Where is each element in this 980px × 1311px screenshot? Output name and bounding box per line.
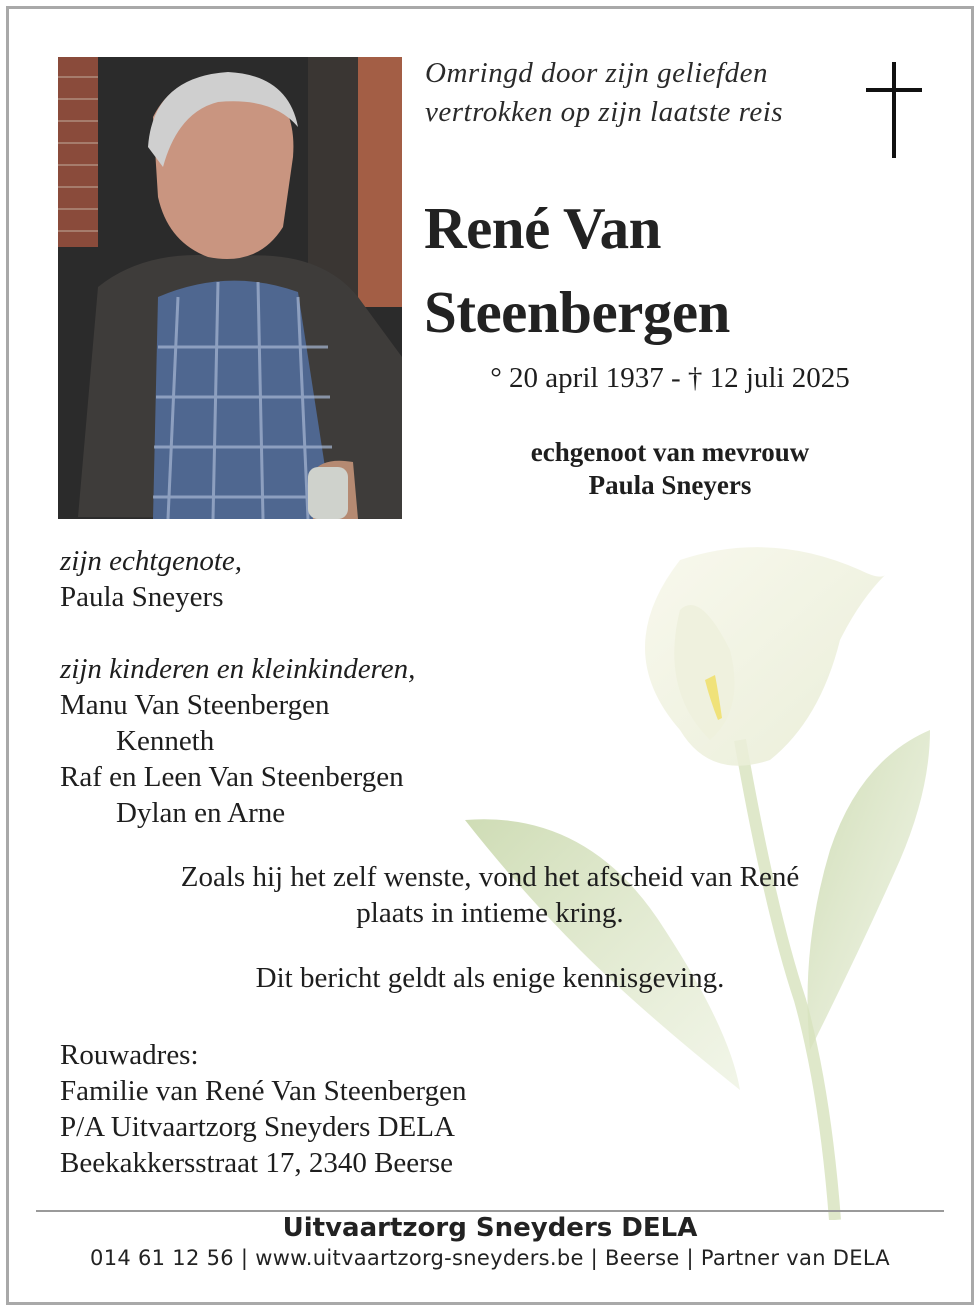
spouse-line-2: Paula Sneyers xyxy=(588,470,752,500)
portrait-photo xyxy=(58,57,402,519)
life-dates: ° 20 april 1937 - † 12 juli 2025 xyxy=(490,362,850,394)
name-line-2: Steenbergen xyxy=(424,279,730,345)
deceased-name xyxy=(424,186,730,354)
cross-icon xyxy=(864,62,924,158)
farewell-message xyxy=(0,859,980,931)
address-heading: Rouwadres: xyxy=(60,1039,199,1071)
spouse-heading: zijn echtgenote, xyxy=(60,545,243,577)
mourning-address xyxy=(60,1037,466,1181)
footer-title: Uitvaartzorg Sneyders DELA xyxy=(282,1213,698,1243)
motto-line-1: Omringd door zijn geliefden xyxy=(425,57,768,89)
motto-line-2: vertrokken op zijn laatste reis xyxy=(425,96,784,128)
spouse-mention xyxy=(460,436,880,502)
message-line-1: Zoals hij het zelf wenste, vond het afscheid van René xyxy=(180,861,800,893)
children-heading: zijn kinderen en kleinkinderen, xyxy=(60,653,416,685)
footer-divider xyxy=(36,1210,944,1212)
address-line-3: Beekakkersstraat 17, 2340 Beerse xyxy=(60,1147,453,1179)
family-member: Kenneth xyxy=(116,725,215,757)
family-member: Raf en Leen Van Steenbergen xyxy=(60,761,404,793)
family-member: Dylan en Arne xyxy=(116,797,286,829)
spouse-name: Paula Sneyers xyxy=(60,581,224,613)
footer-contact: 014 61 12 56 | www.uitvaartzorg-sneyders.be | Beerse | Partner van DELA xyxy=(90,1246,890,1270)
family-list xyxy=(60,543,415,831)
name-line-1: René Van xyxy=(424,195,661,261)
family-member: Manu Van Steenbergen xyxy=(60,689,330,721)
address-line-2: P/A Uitvaartzorg Sneyders DELA xyxy=(60,1111,455,1143)
motto xyxy=(425,54,783,132)
address-line-1: Familie van René Van Steenbergen xyxy=(60,1075,467,1107)
spouse-line-1: echgenoot van mevrouw xyxy=(530,437,810,467)
message-line-2: plaats in intieme kring. xyxy=(356,897,624,929)
notice-statement: Dit bericht geldt als enige kennisgeving. xyxy=(255,962,725,994)
